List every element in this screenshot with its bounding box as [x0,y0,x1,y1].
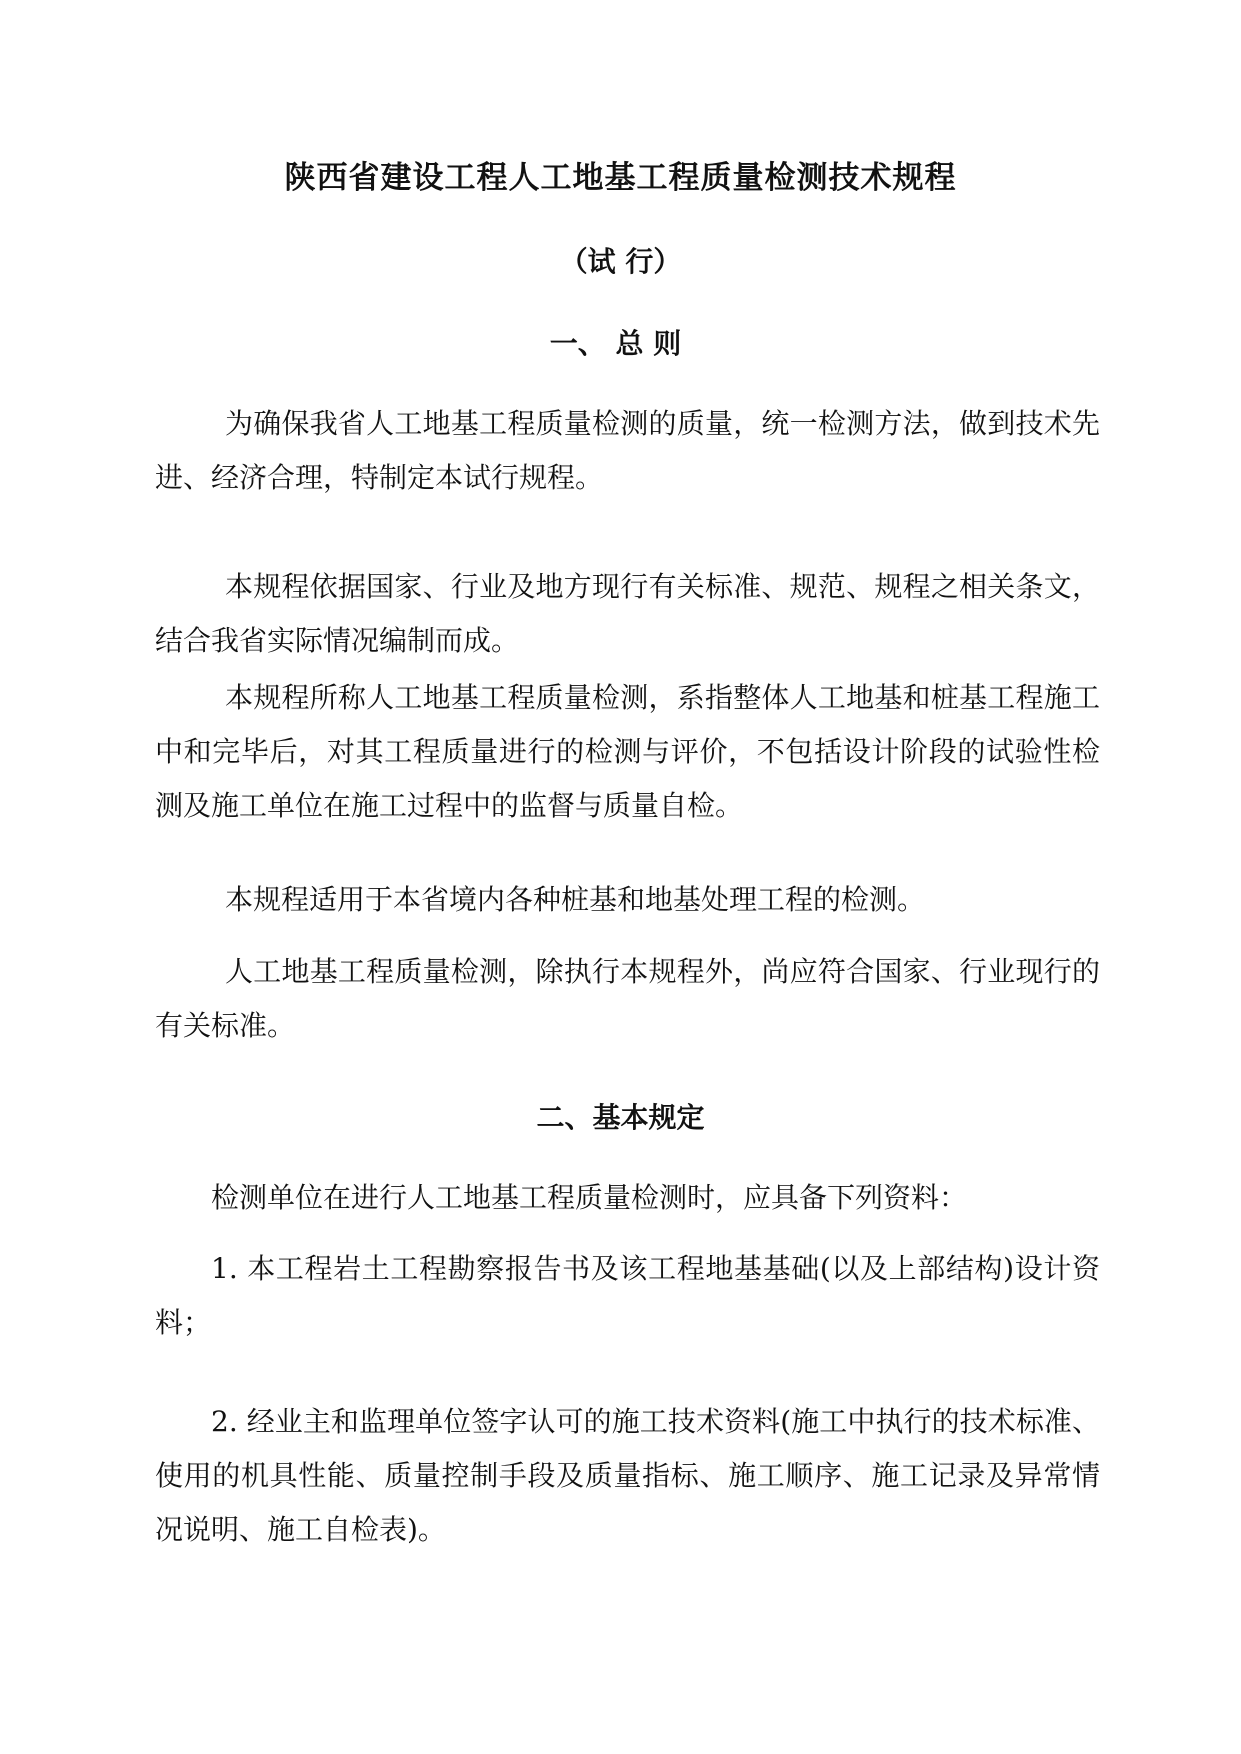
paragraph: 检测单位在进行人工地基工程质量检测时，应具备下列资料： [211,1181,968,1214]
document-title: 陕西省建设工程人工地基工程质量检测技术规程 [284,160,957,196]
document-subtitle: （试 行） [559,245,682,278]
paragraph: 为确保我省人工地基工程质量检测的质量，统一检测方法，做到技术先进、经济合理，特制定本试行规程。 [155,407,1100,494]
section-heading-basic-rules: 二、基本规定 [536,1101,705,1134]
paragraph: 人工地基工程质量检测，除执行本规程外，尚应符合国家、行业现行的有关标准。 [155,955,1100,1042]
list-item: 1. 本工程岩土工程勘察报告书及该工程地基基础(以及上部结构)设计资料； [155,1252,1100,1339]
paragraph: 本规程适用于本省境内各种桩基和地基处理工程的检测。 [225,883,926,916]
section-heading-general: 一、 总 则 [549,327,682,360]
list-item: 2. 经业主和监理单位签字认可的施工技术资料(施工中执行的技术标准、使用的机具性能、质量控制手段及质量指标、施工顺序、施工记录及异常情况说明、施工自检表)。 [155,1405,1100,1546]
paragraph: 本规程依据国家、行业及地方现行有关标准、规范、规程之相关条文，结合我省实际情况编制而成。 [155,570,1100,657]
paragraph: 本规程所称人工地基工程质量检测，系指整体人工地基和桩基工程施工中和完毕后，对其工程质量进行的检测与评价，不包括设计阶段的试验性检测及施工单位在施工过程中的监督与质量自检。 [155,681,1100,822]
